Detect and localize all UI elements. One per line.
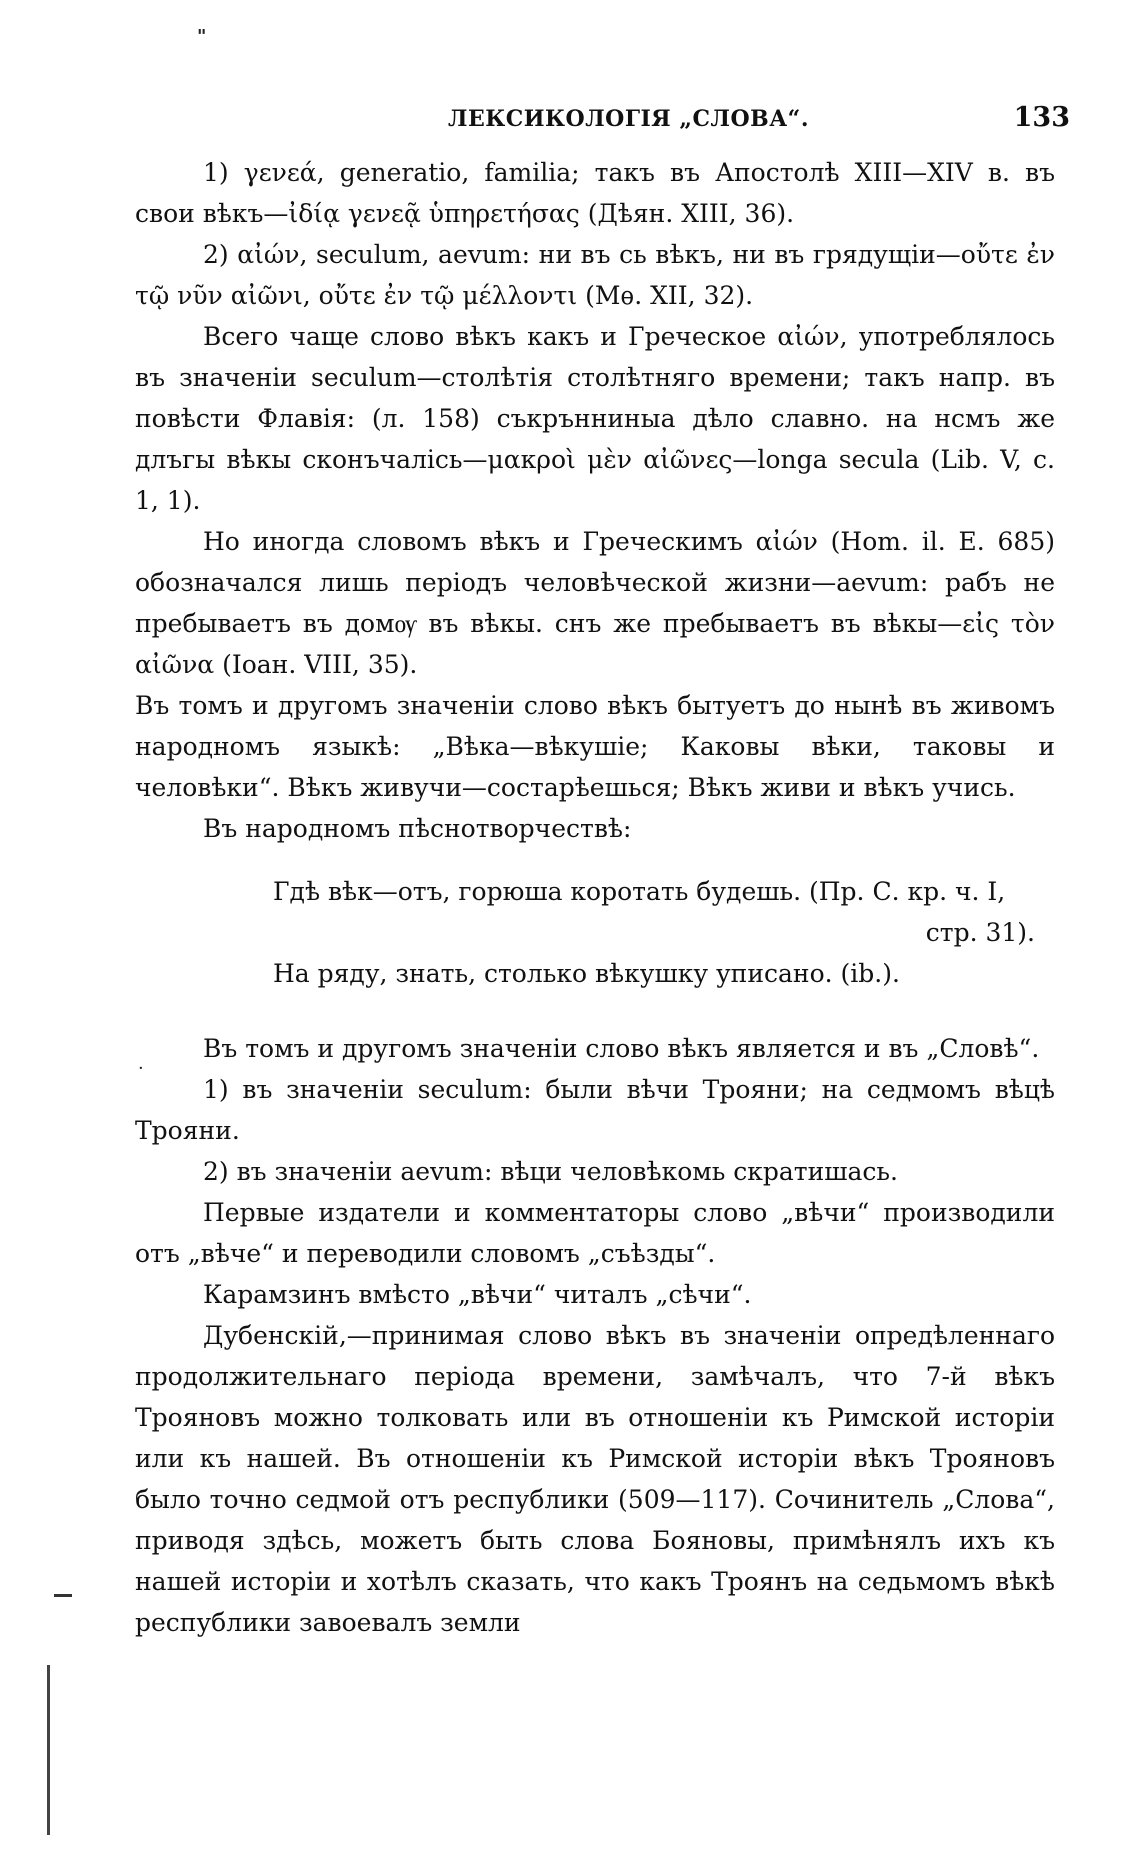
spacer	[135, 994, 1055, 1028]
paragraph: Въ томъ и другомъ значеніи слово вѣкъ является и въ „Словѣ“.	[203, 1034, 1040, 1063]
paragraph: 1) γενεά, generatio, familia; такъ въ Апостолѣ XIII—XIV в. въ свои вѣкъ—ἰδίᾳ γενεᾷ ὑπηρετήσας (Дѣян. XIII, 36).	[135, 158, 1055, 228]
margin-dash	[54, 1594, 72, 1597]
paragraph: 2) въ значеніи aevum: вѣци человѣкомь скратишась.	[203, 1157, 898, 1186]
paragraph: Но иногда словомъ вѣкъ и Греческимъ αἰών (Hom. il. E. 685) обозначался лишь періодъ человѣческой жизни—aevum: рабъ не пребываетъ въ домѹ въ вѣкы. снъ же пребываетъ въ вѣкы—εἰς τὸν αἰῶνα (Іоан. VIII, 35).	[135, 527, 1055, 679]
page-header	[190, 102, 1070, 142]
page-number: 133	[1013, 102, 1070, 133]
quote-line: На ряду, знать, столько вѣкушку уписано. (ib.).	[273, 959, 900, 988]
folk-quote	[273, 871, 1035, 994]
paragraph: Въ народномъ пѣснотворчествѣ:	[203, 814, 632, 843]
paragraph: 1) въ значеніи seculum: были вѣчи Трояни; на седмомъ вѣцѣ Трояни.	[135, 1075, 1055, 1145]
paragraph: 2) αἰών, seculum, aevum: ни въ сь вѣкъ, ни въ грядущіи—οὔτε ἐν τῷ νῦν αἰῶνι, οὔτε ἐν τῷ μέλλοντι (Мѳ. XII, 32).	[135, 240, 1055, 310]
margin-line	[47, 1665, 50, 1835]
quote-line: Гдѣ вѣк—отъ, горюша коротать будешь. (Пр. С. кр. ч. I,	[273, 877, 1006, 906]
margin-speck: ·	[138, 1058, 144, 1079]
paragraph: Въ томъ и другомъ значеніи слово вѣкъ бытуетъ до нынѣ въ живомъ народномъ языкѣ: „Вѣка—вѣкушіе; Каковы вѣки, таковы и человѣки“. Вѣкъ живучи—состарѣешься; Вѣкъ живи и вѣкъ учись.	[135, 691, 1055, 802]
paragraph: Первые издатели и комментаторы слово „вѣчи“ производили отъ „вѣче“ и переводили словомъ „съѣзды“.	[135, 1198, 1055, 1268]
quote-reference: стр. 31).	[925, 918, 1035, 947]
paragraph: Карамзинъ вмѣсто „вѣчи“ читалъ „сѣчи“.	[203, 1280, 752, 1309]
running-title: ЛЕКСИКОЛОГІЯ „СЛОВА“.	[448, 106, 809, 132]
paragraph: Дубенскій,—принимая слово вѣкъ въ значеніи опредѣленнаго продолжительнаго періода времени, замѣчалъ, что 7-й вѣкъ Трояновъ можно толковать или въ отношеніи къ Римской исторіи или къ нашей. Въ отношеніи къ Римской исторіи вѣкъ Трояновъ было точно седмой отъ республики (509—117). Сочинитель „Слова“, приводя здѣсь, можетъ быть слова Бояновы, примѣнялъ ихъ къ нашей исторіи и хотѣлъ сказать, что какъ Троянъ на седьмомъ вѣкѣ республики завоевалъ земли	[135, 1321, 1055, 1637]
main-text	[135, 152, 1055, 1643]
spacer	[135, 849, 1055, 871]
paragraph: Всего чаще слово вѣкъ какъ и Греческое αἰών, употреблялось въ значеніи seculum—столѣтія столѣтняго времени; такъ напр. въ повѣсти Флавія: (л. 158) съкрънниныа дѣло славно. на нсмъ же длъгы вѣкы сконъчалісь—μακροὶ μὲν αἰῶνες—longa secula (Lib. V, с. 1, 1).	[135, 322, 1055, 515]
ink-speck: "	[197, 26, 207, 47]
